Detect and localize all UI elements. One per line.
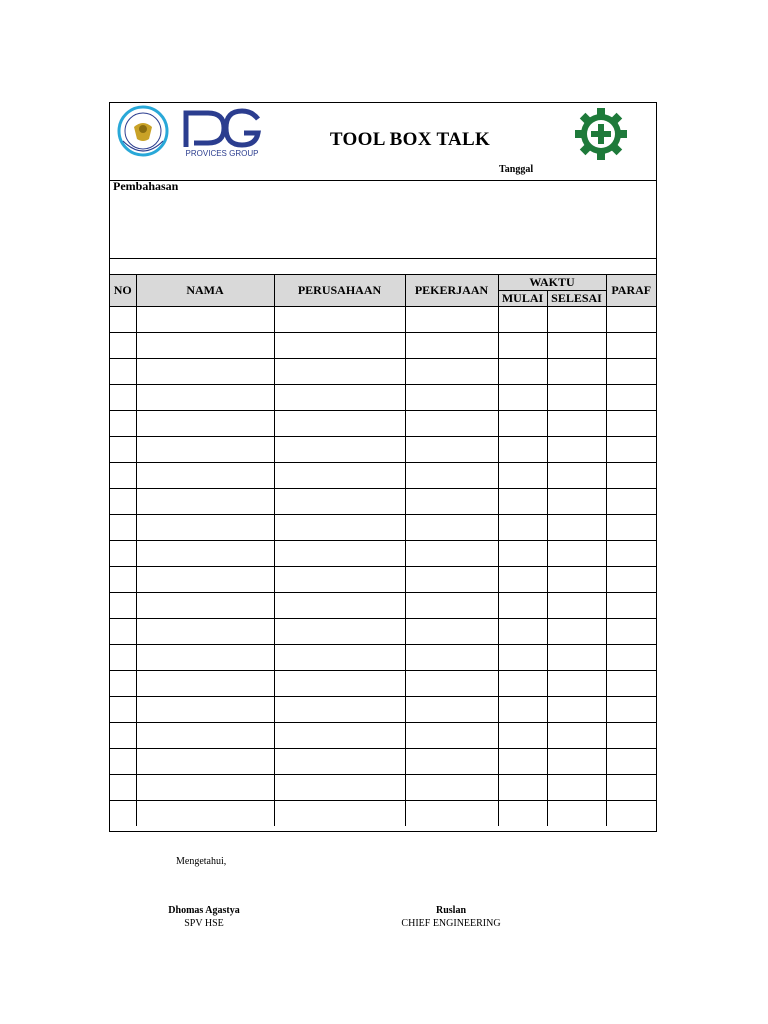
cell-nama[interactable] xyxy=(136,411,274,437)
cell-paraf[interactable] xyxy=(606,437,656,463)
cell-selesai[interactable] xyxy=(547,801,606,827)
cell-pekerjaan[interactable] xyxy=(405,645,498,671)
cell-selesai[interactable] xyxy=(547,671,606,697)
cell-nama[interactable] xyxy=(136,593,274,619)
cell-nama[interactable] xyxy=(136,723,274,749)
cell-mulai[interactable] xyxy=(498,697,547,723)
cell-nama[interactable] xyxy=(136,645,274,671)
cell-selesai[interactable] xyxy=(547,385,606,411)
cell-perusahaan[interactable] xyxy=(274,359,405,385)
cell-mulai[interactable] xyxy=(498,749,547,775)
table-row xyxy=(110,645,656,671)
cell-paraf[interactable] xyxy=(606,489,656,515)
provices-group-text: PROVICES GROUP xyxy=(185,149,259,157)
cell-nama[interactable] xyxy=(136,541,274,567)
cell-paraf[interactable] xyxy=(606,593,656,619)
cell-pekerjaan[interactable] xyxy=(405,567,498,593)
cell-perusahaan[interactable] xyxy=(274,567,405,593)
cell-pekerjaan[interactable] xyxy=(405,411,498,437)
cell-pekerjaan[interactable] xyxy=(405,463,498,489)
cell-mulai[interactable] xyxy=(498,567,547,593)
cell-perusahaan[interactable] xyxy=(274,671,405,697)
cell-perusahaan[interactable] xyxy=(274,775,405,801)
cell-nama[interactable] xyxy=(136,515,274,541)
col-header-pekerjaan: PEKERJAAN xyxy=(405,275,498,307)
cell-mulai[interactable] xyxy=(498,307,547,333)
pembahasan-label: Pembahasan xyxy=(113,179,179,193)
cell-perusahaan[interactable] xyxy=(274,411,405,437)
cell-paraf[interactable] xyxy=(606,359,656,385)
cell-pekerjaan[interactable] xyxy=(405,801,498,827)
cell-no[interactable] xyxy=(110,775,136,801)
col-header-paraf: PARAF xyxy=(606,275,656,307)
table-row xyxy=(110,593,656,619)
cell-selesai[interactable] xyxy=(547,333,606,359)
table-row xyxy=(110,697,656,723)
cell-selesai[interactable] xyxy=(547,567,606,593)
cell-selesai[interactable] xyxy=(547,645,606,671)
cell-no[interactable] xyxy=(110,567,136,593)
cell-no[interactable] xyxy=(110,333,136,359)
col-header-selesai: SELESAI xyxy=(547,291,606,307)
cell-perusahaan[interactable] xyxy=(274,593,405,619)
table-row xyxy=(110,307,656,333)
cell-mulai[interactable] xyxy=(498,801,547,827)
table-row xyxy=(110,437,656,463)
cell-paraf[interactable] xyxy=(606,333,656,359)
cell-paraf[interactable] xyxy=(606,749,656,775)
cell-no[interactable] xyxy=(110,801,136,827)
cell-pekerjaan[interactable] xyxy=(405,593,498,619)
cell-perusahaan[interactable] xyxy=(274,541,405,567)
cell-nama[interactable] xyxy=(136,697,274,723)
cell-pekerjaan[interactable] xyxy=(405,359,498,385)
cell-pekerjaan[interactable] xyxy=(405,723,498,749)
cell-paraf[interactable] xyxy=(606,775,656,801)
k3-safety-gear-icon xyxy=(574,107,628,161)
attendance-rows xyxy=(110,307,656,827)
cell-no[interactable] xyxy=(110,463,136,489)
cell-paraf[interactable] xyxy=(606,463,656,489)
cell-selesai[interactable] xyxy=(547,515,606,541)
cell-paraf[interactable] xyxy=(606,411,656,437)
table-row xyxy=(110,385,656,411)
right-signer-name: Ruslan xyxy=(435,905,466,916)
table-row xyxy=(110,619,656,645)
table-row xyxy=(110,723,656,749)
cell-nama[interactable] xyxy=(136,307,274,333)
table-row xyxy=(110,541,656,567)
cell-mulai[interactable] xyxy=(498,411,547,437)
cell-no[interactable] xyxy=(110,385,136,411)
cell-selesai[interactable] xyxy=(547,463,606,489)
cell-no[interactable] xyxy=(110,749,136,775)
cell-nama[interactable] xyxy=(136,775,274,801)
cell-no[interactable] xyxy=(110,723,136,749)
cell-no[interactable] xyxy=(110,359,136,385)
cell-no[interactable] xyxy=(110,697,136,723)
cell-pekerjaan[interactable] xyxy=(405,619,498,645)
cell-paraf[interactable] xyxy=(606,541,656,567)
cell-selesai[interactable] xyxy=(547,697,606,723)
right-signer-role: CHIEF ENGINEERING xyxy=(401,918,501,929)
cell-selesai[interactable] xyxy=(547,775,606,801)
cell-perusahaan[interactable] xyxy=(274,515,405,541)
cell-mulai[interactable] xyxy=(498,489,547,515)
provices-group-logo xyxy=(180,107,264,157)
cell-no[interactable] xyxy=(110,411,136,437)
cell-pekerjaan[interactable] xyxy=(405,541,498,567)
cell-no[interactable] xyxy=(110,671,136,697)
cell-mulai[interactable] xyxy=(498,359,547,385)
cell-no[interactable] xyxy=(110,489,136,515)
cell-pekerjaan[interactable] xyxy=(405,671,498,697)
cell-pekerjaan[interactable] xyxy=(405,437,498,463)
cell-paraf[interactable] xyxy=(606,385,656,411)
cell-no[interactable] xyxy=(110,541,136,567)
cell-nama[interactable] xyxy=(136,749,274,775)
table-row xyxy=(110,515,656,541)
cell-mulai[interactable] xyxy=(498,775,547,801)
cell-pekerjaan[interactable] xyxy=(405,697,498,723)
mengetahui-label: Mengetahui, xyxy=(176,856,227,867)
table-row xyxy=(110,671,656,697)
cell-nama[interactable] xyxy=(136,463,274,489)
cell-perusahaan[interactable] xyxy=(274,749,405,775)
cell-pekerjaan[interactable] xyxy=(405,515,498,541)
table-row xyxy=(110,411,656,437)
cell-selesai[interactable] xyxy=(547,723,606,749)
cell-no[interactable] xyxy=(110,619,136,645)
cell-selesai[interactable] xyxy=(547,749,606,775)
cell-paraf[interactable] xyxy=(606,645,656,671)
pembahasan-section xyxy=(110,181,656,259)
col-header-waktu: WAKTU xyxy=(498,275,606,291)
cell-pekerjaan[interactable] xyxy=(405,775,498,801)
cell-mulai[interactable] xyxy=(498,385,547,411)
ministry-seal-logo xyxy=(112,105,174,157)
cell-pekerjaan[interactable] xyxy=(405,489,498,515)
cell-perusahaan[interactable] xyxy=(274,489,405,515)
cell-pekerjaan[interactable] xyxy=(405,333,498,359)
cell-mulai[interactable] xyxy=(498,593,547,619)
tanggal-label: Tanggal xyxy=(499,164,534,175)
cell-paraf[interactable] xyxy=(606,307,656,333)
cell-nama[interactable] xyxy=(136,385,274,411)
cell-no[interactable] xyxy=(110,437,136,463)
cell-selesai[interactable] xyxy=(547,411,606,437)
cell-selesai[interactable] xyxy=(547,489,606,515)
cell-perusahaan[interactable] xyxy=(274,723,405,749)
cell-nama[interactable] xyxy=(136,437,274,463)
left-signer-name: Dhomas Agastya xyxy=(168,905,240,916)
cell-no[interactable] xyxy=(110,307,136,333)
cell-paraf[interactable] xyxy=(606,567,656,593)
table-row xyxy=(110,801,656,827)
cell-mulai[interactable] xyxy=(498,541,547,567)
table-row xyxy=(110,463,656,489)
cell-no[interactable] xyxy=(110,515,136,541)
toolbox-talk-form xyxy=(109,102,657,832)
cell-paraf[interactable] xyxy=(606,619,656,645)
cell-selesai[interactable] xyxy=(547,359,606,385)
cell-selesai[interactable] xyxy=(547,619,606,645)
cell-paraf[interactable] xyxy=(606,723,656,749)
col-header-nama: NAMA xyxy=(136,275,274,307)
cell-paraf[interactable] xyxy=(606,515,656,541)
cell-perusahaan[interactable] xyxy=(274,697,405,723)
cell-no[interactable] xyxy=(110,645,136,671)
cell-perusahaan[interactable] xyxy=(274,463,405,489)
cell-perusahaan[interactable] xyxy=(274,333,405,359)
table-row xyxy=(110,359,656,385)
form-header xyxy=(110,103,656,181)
cell-mulai[interactable] xyxy=(498,515,547,541)
table-row xyxy=(110,775,656,801)
table-row xyxy=(110,567,656,593)
cell-paraf[interactable] xyxy=(606,697,656,723)
cell-pekerjaan[interactable] xyxy=(405,307,498,333)
col-header-perusahaan: PERUSAHAAN xyxy=(274,275,405,307)
cell-selesai[interactable] xyxy=(547,541,606,567)
table-row xyxy=(110,489,656,515)
cell-perusahaan[interactable] xyxy=(274,619,405,645)
cell-nama[interactable] xyxy=(136,489,274,515)
cell-pekerjaan[interactable] xyxy=(405,749,498,775)
cell-perusahaan[interactable] xyxy=(274,437,405,463)
cell-mulai[interactable] xyxy=(498,619,547,645)
col-header-mulai: MULAI xyxy=(498,291,547,307)
cell-selesai[interactable] xyxy=(547,593,606,619)
cell-nama[interactable] xyxy=(136,671,274,697)
cell-pekerjaan[interactable] xyxy=(405,385,498,411)
section-divider xyxy=(110,259,656,275)
cell-nama[interactable] xyxy=(136,567,274,593)
cell-mulai[interactable] xyxy=(498,645,547,671)
cell-mulai[interactable] xyxy=(498,437,547,463)
cell-nama[interactable] xyxy=(136,359,274,385)
cell-mulai[interactable] xyxy=(498,671,547,697)
cell-mulai[interactable] xyxy=(498,463,547,489)
cell-paraf[interactable] xyxy=(606,801,656,827)
attendance-table xyxy=(110,275,656,826)
col-header-no: NO xyxy=(110,275,136,307)
cell-paraf[interactable] xyxy=(606,671,656,697)
cell-nama[interactable] xyxy=(136,333,274,359)
cell-mulai[interactable] xyxy=(498,333,547,359)
cell-nama[interactable] xyxy=(136,619,274,645)
cell-perusahaan[interactable] xyxy=(274,645,405,671)
cell-perusahaan[interactable] xyxy=(274,801,405,827)
cell-mulai[interactable] xyxy=(498,723,547,749)
cell-perusahaan[interactable] xyxy=(274,385,405,411)
table-row xyxy=(110,333,656,359)
cell-perusahaan[interactable] xyxy=(274,307,405,333)
cell-selesai[interactable] xyxy=(547,437,606,463)
left-signer-role: SPV HSE xyxy=(184,918,224,929)
cell-selesai[interactable] xyxy=(547,307,606,333)
form-title: TOOL BOX TALK xyxy=(329,129,491,150)
table-row xyxy=(110,749,656,775)
cell-nama[interactable] xyxy=(136,801,274,827)
cell-no[interactable] xyxy=(110,593,136,619)
